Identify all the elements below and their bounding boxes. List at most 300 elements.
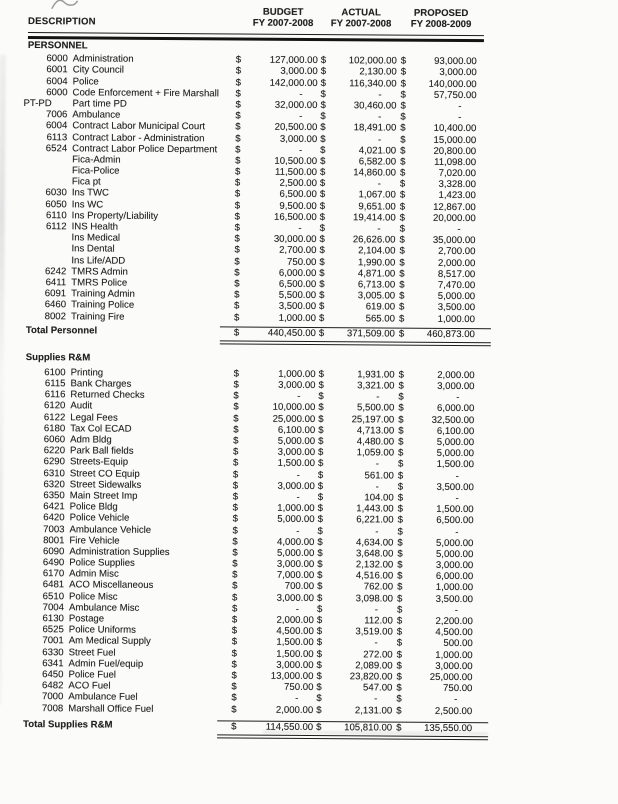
account-code: 7008: [23, 702, 63, 713]
account-code: 6130: [24, 613, 64, 624]
budget-cell: [231, 704, 313, 716]
total-amounts: [220, 326, 491, 346]
budget-cell: [232, 637, 314, 649]
actual-cell: [319, 279, 395, 291]
budget-cell: [232, 536, 314, 548]
proposed-cell: [397, 616, 473, 628]
actual-amount: 30,460.00: [354, 100, 397, 112]
budget-amount: 5,000.00: [277, 548, 314, 559]
currency-sign: $: [234, 368, 239, 379]
budget-amount: 4,500.00: [276, 626, 313, 637]
actual-cell: [319, 268, 395, 280]
account-code: 6100: [26, 367, 66, 378]
currency-sign: $: [319, 313, 324, 324]
actual-amount: 1,059.00: [357, 447, 394, 458]
account-code: 6050: [27, 199, 67, 210]
actual-cell: [317, 548, 393, 560]
account-label: Police Misc: [64, 591, 118, 602]
currency-sign: $: [319, 279, 324, 290]
actual-amount: -: [378, 112, 396, 123]
account-code: 6460: [26, 299, 66, 310]
actual-amount: 3,098.00: [356, 593, 393, 604]
budget-cell: [235, 234, 317, 246]
proposed-amount: 2,500.00: [435, 705, 472, 716]
actual-amount: -: [377, 223, 395, 234]
account-code: 6116: [25, 389, 65, 400]
budget-cell: [233, 458, 315, 470]
budget-amount: 5,000.00: [277, 514, 314, 525]
currency-sign: $: [398, 392, 403, 403]
actual-cell: [317, 649, 393, 661]
currency-sign: $: [318, 470, 323, 481]
currency-sign: $: [319, 369, 324, 380]
budget-cell: [233, 402, 315, 414]
budget-amount: 1,000.00: [278, 369, 315, 380]
currency-sign: $: [399, 246, 404, 257]
budget-amount: 5,500.00: [279, 290, 316, 301]
currency-sign: $: [399, 369, 404, 380]
account-label: Main Street Imp: [65, 490, 138, 502]
currency-sign: $: [232, 525, 237, 536]
account-label: City Council: [68, 65, 124, 76]
account-code: 6330: [24, 647, 64, 658]
proposed-amount: 1,500.00: [436, 504, 473, 515]
account-label: Printing: [66, 367, 104, 378]
currency-sign: $: [396, 683, 401, 694]
proposed-cell: [396, 683, 472, 695]
account-code: 7000: [23, 691, 63, 702]
proposed-amount: 2,000.00: [438, 257, 475, 268]
budget-amount: 700.00: [285, 581, 314, 592]
currency-sign: $: [401, 78, 406, 89]
actual-cell: [318, 425, 394, 437]
actual-cell: [318, 391, 394, 403]
budget-amount: 3,000.00: [276, 659, 313, 670]
currency-sign: $: [318, 391, 323, 402]
currency-sign: $: [317, 593, 322, 604]
budget-cell: [235, 211, 317, 223]
budget-amount: 30,000.00: [274, 234, 317, 246]
proposed-cell: [397, 627, 473, 639]
currency-sign: $: [317, 660, 322, 671]
currency-sign: $: [399, 291, 404, 302]
proposed-amount: 20,800.00: [433, 146, 476, 158]
currency-sign: $: [319, 328, 324, 340]
currency-sign: $: [233, 491, 238, 502]
currency-sign: $: [318, 447, 323, 458]
actual-amount: -: [378, 89, 396, 100]
currency-sign: $: [397, 537, 402, 548]
account-code: 8001: [24, 535, 64, 546]
budget-amount: -: [298, 223, 316, 234]
actual-amount: 5,500.00: [357, 403, 394, 414]
budget-amount: 16,500.00: [274, 212, 317, 224]
currency-sign: $: [236, 88, 241, 99]
budget-cell: [233, 491, 315, 503]
actual-amount: -: [378, 134, 396, 145]
currency-sign: $: [318, 425, 323, 436]
actual-cell: [317, 559, 393, 571]
actual-amount: -: [374, 694, 392, 705]
actual-cell: [317, 526, 393, 538]
budget-amount: 6,500.00: [279, 189, 316, 200]
account-code: 6490: [24, 557, 64, 568]
account-code: 6290: [25, 456, 65, 467]
proposed-cell: [397, 526, 473, 538]
currency-sign: $: [231, 693, 236, 704]
actual-amount: 2,131.00: [355, 705, 392, 716]
actual-cell: [316, 693, 392, 705]
proposed-cell: [399, 291, 475, 303]
row-description: [26, 310, 234, 323]
actual-cell: [318, 380, 394, 392]
currency-sign: $: [318, 458, 323, 469]
currency-sign: $: [235, 178, 240, 189]
account-code: 6030: [27, 187, 67, 198]
currency-sign: $: [318, 503, 323, 514]
budget-amount: -: [299, 145, 317, 156]
currency-sign: $: [320, 223, 325, 234]
currency-sign: $: [231, 682, 236, 693]
budget-cell: [232, 659, 314, 671]
currency-sign: $: [235, 133, 240, 144]
currency-sign: $: [320, 189, 325, 200]
actual-amount: 9,651.00: [358, 201, 395, 212]
currency-sign: $: [316, 671, 321, 682]
currency-sign: $: [233, 458, 238, 469]
currency-sign: $: [233, 469, 238, 480]
budget-cell: [233, 380, 315, 392]
budget-cell: [234, 301, 316, 313]
currency-sign: $: [318, 436, 323, 447]
currency-sign: $: [234, 312, 239, 323]
currency-sign: $: [232, 559, 237, 570]
account-code: 6310: [25, 468, 65, 479]
account-label: ACO Fuel: [63, 680, 110, 691]
account-code: 6091: [26, 288, 66, 299]
account-label: Ins WC: [67, 199, 104, 210]
currency-sign: $: [396, 694, 401, 705]
budget-cell: [235, 200, 317, 212]
account-label: Police Supplies: [64, 557, 135, 568]
account-code: 6510: [24, 591, 64, 602]
account-code: 6525: [24, 624, 64, 635]
actual-cell: [317, 626, 393, 638]
section-title: PERSONNEL: [0, 40, 618, 56]
actual-cell: [318, 481, 394, 493]
row-description: [23, 702, 231, 715]
section-title: Supplies R&M: [0, 351, 616, 367]
currency-sign: $: [398, 515, 403, 526]
column-header-budget-line2: FY 2007-2008: [233, 17, 333, 29]
account-label: Ins Property/Liability: [67, 210, 158, 222]
actual-cell: [321, 66, 397, 78]
account-label: Admin Misc: [64, 569, 119, 580]
budget-amount: 13,000.00: [271, 671, 314, 683]
proposed-amount: 8,517.00: [438, 269, 475, 280]
account-code: 6001: [28, 64, 68, 75]
proposed-amount: -: [458, 112, 476, 123]
actual-cell: [319, 301, 395, 313]
currency-sign: $: [235, 189, 240, 200]
account-label: Ins Life/ADD: [66, 255, 125, 266]
currency-sign: $: [232, 659, 237, 670]
budget-cell: [234, 312, 316, 324]
proposed-amount: 3,500.00: [436, 593, 473, 604]
total-amounts: [217, 720, 488, 740]
account-code: 6411: [26, 277, 66, 288]
currency-sign: $: [400, 212, 405, 223]
proposed-cell: [397, 537, 473, 549]
actual-amount: 2,089.00: [355, 660, 392, 671]
budget-cell: [232, 559, 314, 571]
budget-amount: 6,000.00: [279, 268, 316, 279]
account-label: Code Enforcement + Fire Marshall: [68, 87, 219, 99]
total-actual-cell: [319, 328, 395, 341]
proposed-amount: 5,000.00: [436, 538, 473, 549]
proposed-cell: [399, 280, 475, 292]
actual-amount: 19,414.00: [353, 212, 396, 224]
currency-sign: $: [400, 145, 405, 156]
currency-sign: $: [318, 481, 323, 492]
actual-cell: [320, 134, 396, 146]
budget-amount: -: [297, 391, 315, 402]
account-label: Contract Labor Municipal Court: [67, 121, 205, 133]
currency-sign: $: [233, 514, 238, 525]
budget-cell: [235, 99, 317, 111]
actual-cell: [320, 189, 396, 201]
currency-sign: $: [397, 660, 402, 671]
proposed-amount: 57,750.00: [434, 90, 477, 102]
currency-sign: $: [317, 548, 322, 559]
currency-sign: $: [399, 280, 404, 291]
currency-sign: $: [232, 547, 237, 558]
account-code: 6112: [27, 221, 67, 232]
proposed-cell: [399, 302, 475, 314]
actual-cell: [320, 212, 396, 224]
currency-sign: $: [233, 503, 238, 514]
budget-cell: [235, 178, 317, 190]
proposed-cell: [398, 403, 474, 415]
proposed-amount: 2,000.00: [437, 370, 474, 381]
budget-amount: 1,500.00: [278, 458, 315, 469]
proposed-amount: 35,000.00: [433, 235, 476, 247]
actual-amount: 116,340.00: [349, 78, 396, 90]
actual-amount: -: [376, 459, 394, 470]
currency-sign: $: [321, 66, 326, 77]
actual-amount: 547.00: [363, 682, 392, 693]
proposed-cell: [397, 571, 473, 583]
actual-cell: [320, 223, 396, 235]
budget-amount: -: [299, 111, 317, 122]
proposed-cell: [398, 493, 474, 505]
account-code: 6421: [25, 501, 65, 512]
currency-sign: $: [317, 570, 322, 581]
proposed-cell: [401, 89, 477, 101]
budget-cell: [236, 88, 318, 100]
total-proposed-cell: [399, 328, 475, 341]
currency-sign: $: [232, 626, 237, 637]
account-code: 6320: [25, 479, 65, 490]
currency-sign: $: [398, 414, 403, 425]
account-label: Street Fuel: [64, 647, 116, 658]
currency-sign: $: [317, 581, 322, 592]
proposed-cell: [400, 179, 476, 191]
account-code: 7003: [24, 523, 64, 534]
column-header-actual-line1: ACTUAL: [311, 7, 411, 19]
actual-cell: [316, 705, 392, 717]
budget-amount: 4,000.00: [277, 536, 314, 547]
actual-amount: 26,626.00: [353, 234, 396, 246]
budget-amount: 142,000.00: [270, 77, 318, 89]
currency-sign: $: [400, 156, 405, 167]
proposed-amount: 11,098.00: [434, 157, 476, 168]
actual-amount: 4,480.00: [357, 436, 394, 447]
actual-amount: -: [375, 526, 393, 537]
proposed-amount: 500.00: [443, 638, 472, 649]
currency-sign: $: [397, 604, 402, 615]
proposed-cell: [398, 459, 474, 471]
currency-sign: $: [398, 459, 403, 470]
currency-sign: $: [232, 592, 237, 603]
account-label: Ins Medical: [67, 232, 121, 243]
actual-cell: [317, 604, 393, 616]
currency-sign: $: [400, 235, 405, 246]
account-code: 6420: [25, 512, 65, 523]
currency-sign: $: [399, 257, 404, 268]
account-label: Street CO Equip: [65, 468, 140, 480]
proposed-cell: [397, 582, 473, 594]
proposed-amount: 10,400.00: [434, 123, 477, 135]
currency-sign: $: [396, 722, 401, 734]
budget-cell: [232, 592, 314, 604]
budget-cell: [233, 480, 315, 492]
proposed-amount: 1,000.00: [436, 582, 473, 593]
actual-amount: 6,713.00: [358, 279, 395, 290]
proposed-cell: [399, 313, 475, 325]
account-label: TMRS Admin: [66, 266, 128, 277]
actual-amount: 112.00: [364, 615, 393, 626]
total-row: [0, 324, 616, 342]
actual-cell: [320, 201, 396, 213]
table-body: [0, 40, 618, 737]
proposed-amount: 3,000.00: [435, 661, 472, 672]
budget-amount: 1,000.00: [277, 503, 314, 514]
currency-sign: $: [231, 704, 236, 715]
proposed-cell: [397, 660, 473, 672]
currency-sign: $: [233, 424, 238, 435]
actual-cell: [321, 89, 397, 101]
account-label: Street Sidewalks: [65, 479, 142, 491]
budget-cell: [232, 648, 314, 660]
total-proposed-amount: 135,550.00: [424, 722, 472, 734]
actual-cell: [318, 503, 394, 515]
currency-sign: $: [401, 67, 406, 78]
account-code: 6170: [24, 568, 64, 579]
budget-amount: 1,000.00: [279, 312, 316, 323]
account-code: 6113: [27, 131, 67, 142]
account-code: 6122: [25, 412, 65, 423]
total-budget-amount: 114,550.00: [266, 721, 313, 733]
proposed-cell: [401, 78, 477, 90]
budget-cell: [233, 391, 315, 403]
currency-sign: $: [400, 101, 405, 112]
actual-amount: 1,443.00: [356, 503, 393, 514]
proposed-cell: [399, 268, 475, 280]
actual-cell: [317, 581, 393, 593]
currency-sign: $: [398, 470, 403, 481]
proposed-cell: [397, 638, 473, 650]
account-code: 7001: [24, 635, 64, 646]
account-label: Bank Charges: [65, 378, 131, 389]
account-label: Training Police: [66, 300, 134, 311]
proposed-cell: [400, 235, 476, 247]
section-rows: [0, 53, 618, 326]
budget-cell: [235, 133, 317, 145]
account-label: Police Vehicle: [65, 513, 130, 524]
currency-sign: $: [398, 425, 403, 436]
account-label: TMRS Police: [66, 277, 127, 288]
currency-sign: $: [232, 648, 237, 659]
proposed-amount: 7,470.00: [438, 280, 475, 291]
proposed-cell: [397, 560, 473, 572]
proposed-amount: 3,328.00: [439, 179, 476, 190]
proposed-cell: [399, 246, 475, 258]
account-label: Adm Bldg: [65, 434, 112, 445]
currency-sign: $: [398, 493, 403, 504]
proposed-cell: [399, 369, 475, 381]
budget-amount: 3,000.00: [280, 133, 317, 144]
actual-amount: 23,820.00: [350, 671, 393, 683]
actual-cell: [319, 369, 395, 381]
budget-amount: 32,000.00: [275, 100, 318, 112]
budget-cell: [232, 581, 314, 593]
budget-amount: -: [297, 469, 315, 480]
budget-cell: [233, 514, 315, 526]
actual-cell: [320, 167, 396, 179]
proposed-cell: [396, 705, 472, 717]
account-label: Streets-Equip: [65, 457, 128, 468]
currency-sign: $: [400, 190, 405, 201]
account-code: 6060: [25, 434, 65, 445]
actual-cell: [317, 637, 393, 649]
budget-amount: 1,500.00: [276, 637, 313, 648]
budget-cell: [234, 245, 316, 257]
total-label: Total Supplies R&M: [23, 719, 231, 732]
currency-sign: $: [234, 245, 239, 256]
currency-sign: $: [318, 402, 323, 413]
currency-sign: $: [318, 492, 323, 503]
budget-cell: [232, 525, 314, 537]
proposed-cell: [400, 168, 476, 180]
account-label: Administration: [68, 53, 134, 64]
budget-amount: -: [296, 604, 314, 615]
proposed-cell: [398, 381, 474, 393]
budget-cell: [235, 122, 317, 134]
proposed-cell: [401, 67, 477, 79]
currency-sign: $: [319, 301, 324, 312]
currency-sign: $: [317, 526, 322, 537]
actual-cell: [319, 245, 395, 257]
proposed-cell: [398, 481, 474, 493]
budget-amount: 750.00: [287, 256, 316, 267]
account-label: Fica-Police: [67, 165, 120, 176]
actual-amount: 6,221.00: [356, 515, 393, 526]
actual-cell: [320, 234, 396, 246]
budget-cell: [235, 222, 317, 234]
account-code: 6450: [23, 669, 63, 680]
account-code: 6000: [28, 87, 68, 98]
